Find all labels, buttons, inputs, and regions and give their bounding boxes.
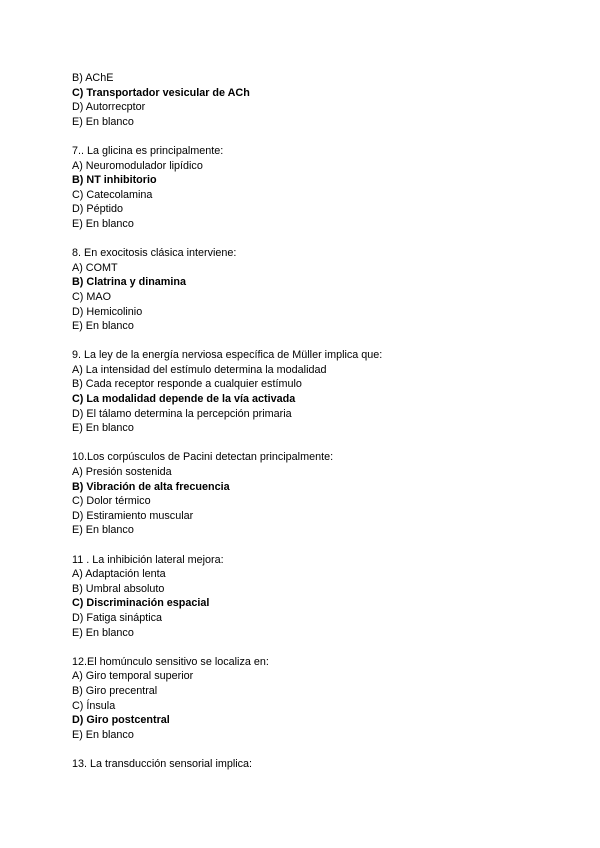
answer-option: B) Cada receptor responde a cualquier estímulo — [72, 378, 302, 391]
question-text: 9. La ley de la energía nerviosa específica de Müller implica que: — [72, 349, 383, 362]
correct-answer-option: C) Discriminación espacial — [72, 597, 210, 610]
spacer — [72, 436, 552, 451]
correct-answer-option: B) Vibración de alta frecuencia — [72, 480, 230, 493]
spacer — [72, 640, 552, 655]
question-text: 11 . La inhibición lateral mejora: — [72, 553, 224, 566]
answer-option: C) MAO — [72, 290, 111, 303]
spacer — [72, 538, 552, 553]
question-list — [72, 71, 552, 772]
spacer — [72, 232, 552, 247]
answer-option: B) Giro precentral — [72, 684, 158, 697]
answer-option: A) Giro temporal superior — [72, 670, 194, 683]
correct-answer-option: B) NT inhibitorio — [72, 174, 157, 187]
question-text: 13. La transducción sensorial implica: — [72, 757, 253, 770]
answer-option: A) La intensidad del estímulo determina la modalidad — [72, 363, 327, 376]
answer-option: C) Catecolamina — [72, 188, 153, 201]
answer-option: B) Umbral absoluto — [72, 582, 165, 595]
answer-option: C) Dolor térmico — [72, 495, 151, 508]
spacer — [72, 334, 552, 349]
answer-option: A) Adaptación lenta — [72, 568, 166, 581]
answer-option: A) Neuromodulador lipídico — [72, 159, 203, 172]
question-text: 10.Los corpúsculos de Pacini detectan principalmente: — [72, 451, 334, 464]
answer-option: E) En blanco — [72, 115, 134, 128]
spacer — [72, 742, 552, 757]
answer-option: E) En blanco — [72, 728, 134, 741]
correct-answer-option: C) La modalidad depende de la vía activada — [72, 393, 296, 406]
answer-option: A) Presión sostenida — [72, 466, 172, 479]
answer-option: E) En blanco — [72, 320, 134, 333]
answer-option: C) Ínsula — [72, 699, 116, 712]
spacer — [72, 129, 552, 144]
answer-option: D) Autorrecptor — [72, 101, 146, 114]
answer-option: E) En blanco — [72, 524, 134, 537]
answer-option: E) En blanco — [72, 422, 134, 435]
correct-answer-option: C) Transportador vesicular de ACh — [72, 86, 250, 99]
answer-option: E) En blanco — [72, 626, 134, 639]
correct-answer-option: B) Clatrina y dinamina — [72, 276, 186, 289]
answer-option: A) COMT — [72, 261, 118, 274]
question-text: 8. En exocitosis clásica interviene: — [72, 247, 237, 260]
answer-option: D) Fatiga sináptica — [72, 611, 163, 624]
answer-option: D) Hemicolinio — [72, 305, 143, 318]
answer-option: D) El tálamo determina la percepción primaria — [72, 407, 292, 420]
question-text: 12.El homúnculo sensitivo se localiza en: — [72, 655, 269, 668]
correct-answer-option: D) Giro postcentral — [72, 714, 170, 727]
answer-option: D) Estiramiento muscular — [72, 509, 194, 522]
answer-option: B) AChE — [72, 72, 114, 84]
question-text: 7.. La glicina es principalmente: — [72, 144, 224, 157]
answer-option: D) Péptido — [72, 203, 124, 216]
answer-option: E) En blanco — [72, 217, 134, 230]
